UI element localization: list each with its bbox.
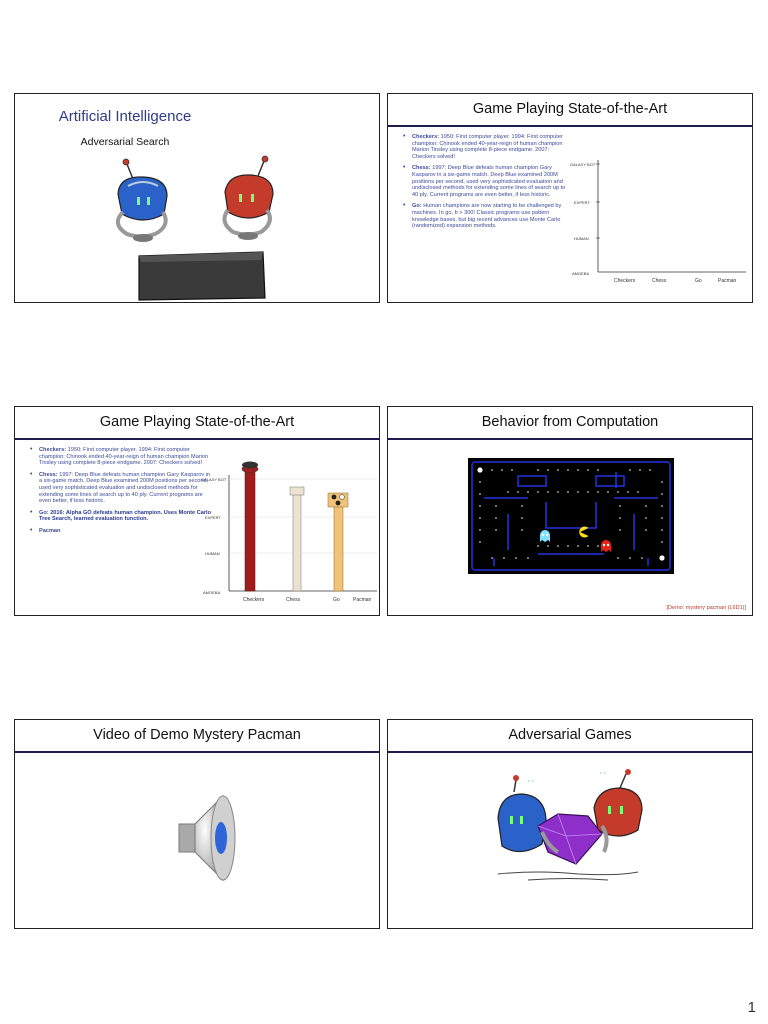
slide-state-of-art-1 [387,93,753,303]
bullet-list [29,447,211,540]
slide-heading: Game Playing State-of-the-Art [99,414,295,430]
bullet-chess: • Chess: 1997: Deep Blue defeats human champion Gary Kasparov in a six-game match. Deep Blue examined 200M positions per second, used very sophisticated evaluation and undisclosed methods for extending some lines of search up to 40 ply. Current programs are even better, if less historic. [39,472,211,505]
fighting-robots-illustration [388,756,753,926]
chess-bar [290,487,304,591]
blue-robot-icon [498,775,546,852]
title-divider [15,438,379,440]
slide-video-demo [14,719,380,929]
game-label: Checkers [243,597,265,603]
level-label: GALAXY BOT [201,477,227,482]
tv-set-icon [139,252,265,300]
robots-tv-illustration [15,94,380,303]
slide-state-of-art-2 [14,406,380,616]
bullet-checkers: • Checkers: 1950: First computer player. 1994: First computer champion: Chinook ended 40-year-reign of human champion Marion Tinsley using complete 8-piece endgame. 2007: Checkers solved! [39,447,211,467]
game-label: Pacman [718,278,737,284]
bullet-pacman: • Pacman [39,528,211,535]
game-level-chart [568,154,748,289]
ghost-icon [540,530,550,542]
go-bar [328,493,348,591]
level-label: AMOEBA [203,590,221,595]
checkers-bar [242,462,258,592]
blue-robot-icon [118,159,167,242]
slide-subtitle: Adversarial Search [80,136,170,148]
ghost-icon [601,540,611,552]
title-divider [388,751,752,753]
bullet-checkers: • Checkers: 1950: First computer player. 1994: First computer champion: Chinook ended 40-year-reign of human champion Marion Tinsley using complete 8-piece endgame. 2007: Checkers solved! [412,134,572,160]
sweat-drop: ‘ ’ [600,771,606,780]
level-label: EXPERT [574,200,590,205]
level-label: EXPERT [205,515,221,520]
game-label: Go [695,278,702,284]
slide-heading: Game Playing State-of-the-Art [472,101,668,117]
level-label: HUMAN [574,236,589,241]
demo-note: [Demo: mystery pacman (L6D1)] [666,605,746,611]
sweat-drop: ‘ ’ [528,779,534,788]
slide-heading: Adversarial Games [508,727,632,743]
title-divider [388,438,752,440]
game-label: Pacman [353,597,372,603]
level-label: GALAXY BOT [570,162,596,167]
game-label: Chess [286,597,301,603]
slide-adversarial-games [387,719,753,929]
bullet-list [402,134,572,235]
bullet-go: • Go: 2016: Alpha GO defeats human champion. Uses Monte Carlo Tree Search, learned evaluation function. [39,510,211,523]
slide-heading: Video of Demo Mystery Pacman [93,727,301,743]
level-label: AMOEBA [572,271,590,276]
speaker-icon[interactable] [173,790,243,885]
title-divider [15,751,379,753]
pacman-maze-screenshot [468,458,674,574]
dust-lines [498,872,638,880]
page-number: 1 [747,999,756,1016]
game-label: Chess [652,278,667,284]
slide-heading: Behavior from Computation [481,414,659,430]
red-robot-icon [224,156,273,240]
bullet-chess: • Chess: 1997: Deep Blue defeats human champion Gary Kasparov in a six-game match. Deep Blue examined 200M positions per second, used very sophisticated evaluation and undisclosed methods for extending some lines of search up to 40 ply. Current programs are even better, if less historic. [412,165,572,198]
game-level-chart [199,457,379,607]
bullet-go: • Go: Human champions are now starting to be challenged by machines. In go, b > 300! Classic programs use pattern knowledge bases, but big recent advances use Monte Carlo (randomized) expansion methods. [412,203,572,229]
slide-title-heading: Artificial Intelligence [58,108,192,125]
level-label: HUMAN [205,551,220,556]
red-robot-icon [594,769,642,836]
slide-title [14,93,380,303]
game-label: Go [333,597,340,603]
game-label: Checkers [614,278,636,284]
title-divider [388,125,752,127]
slide-behavior-computation [387,406,753,616]
